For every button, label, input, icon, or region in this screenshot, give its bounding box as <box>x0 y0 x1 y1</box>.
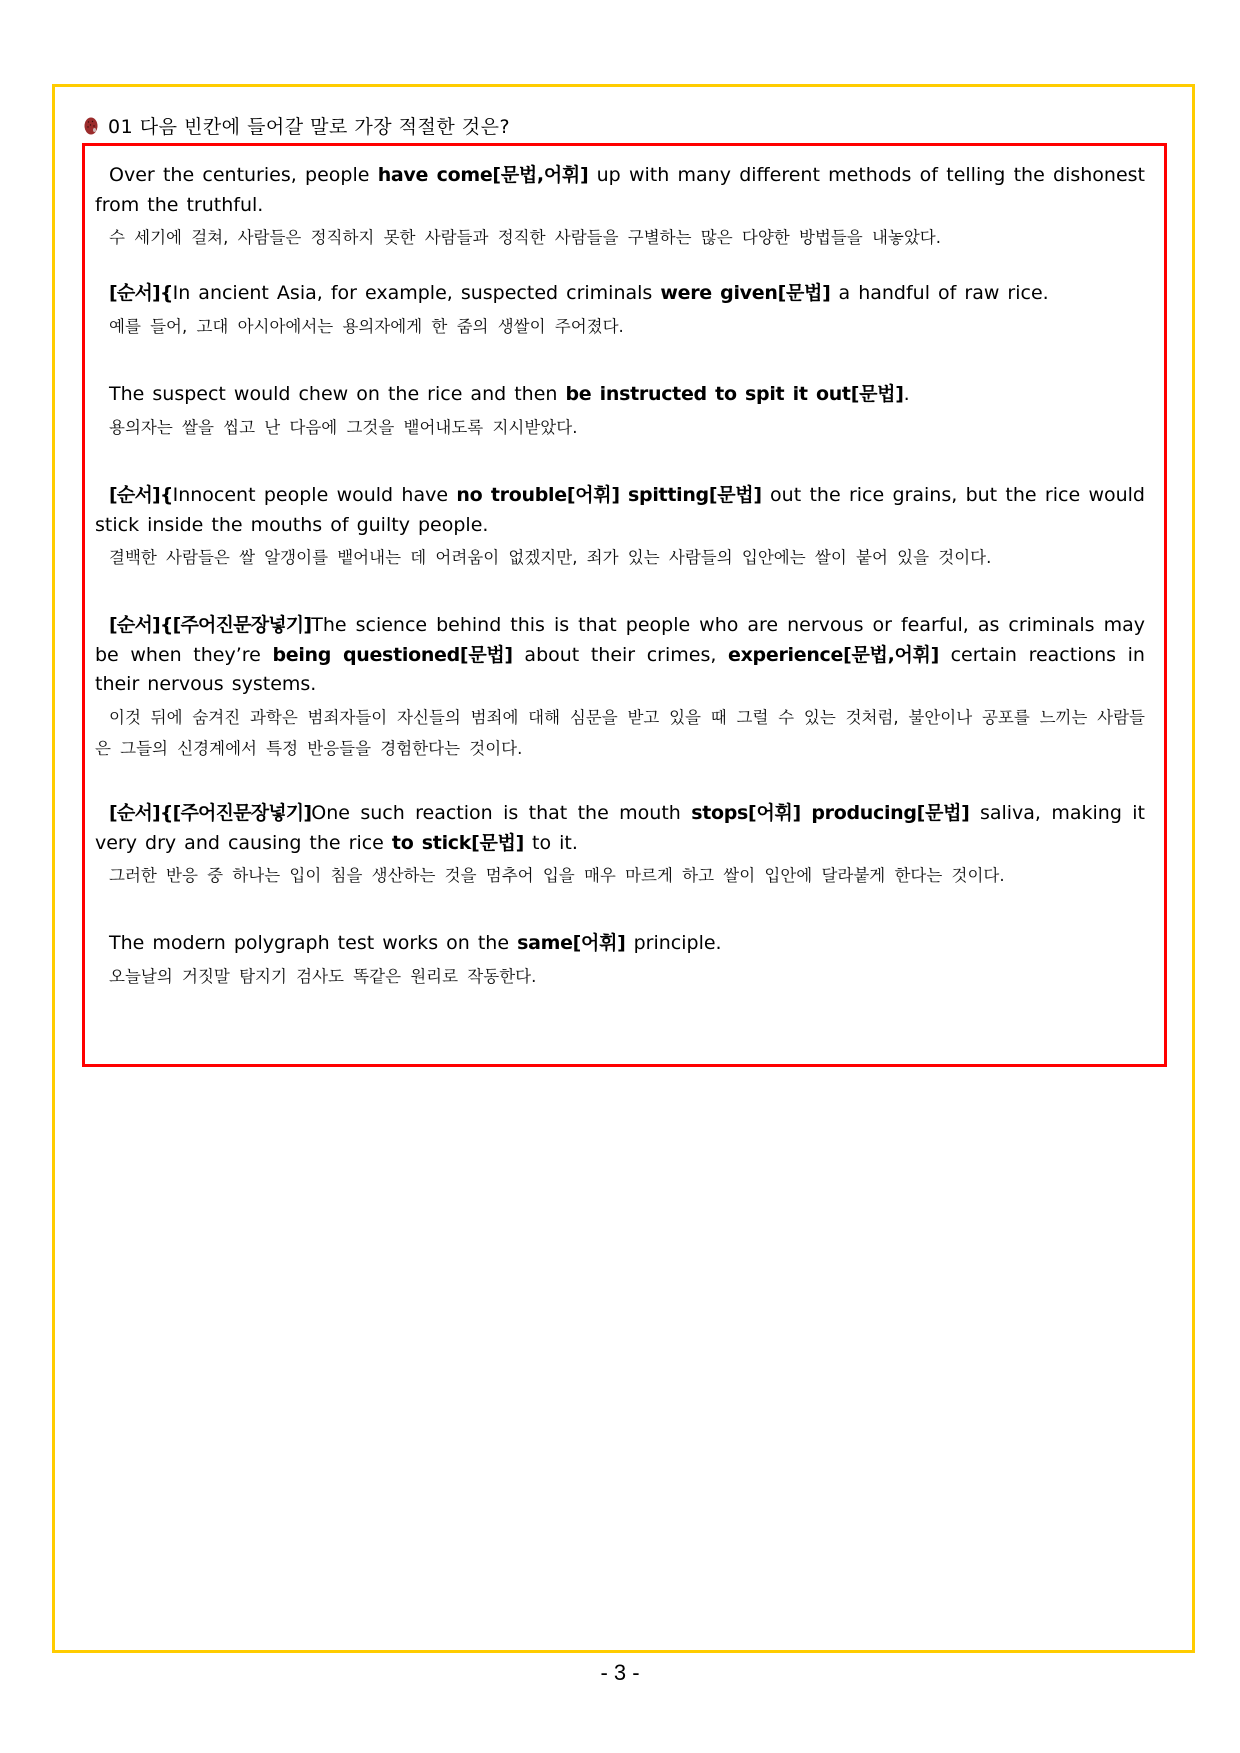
strawberry-icon <box>84 116 98 135</box>
grammar-keyword: be instructed to spit it out[문법] <box>565 383 904 405</box>
page-number: - 3 - <box>600 1660 640 1685</box>
question-header <box>84 110 510 140</box>
english-sentence: Over the centuries, people have come[문법,어휘] up with many different methods of telling the dishonest from the truthful. <box>95 164 1145 216</box>
korean-translation: 용의자는 쌀을 씹고 난 다음에 그것을 뱉어내도록 지시받았다. <box>109 417 578 437</box>
grammar-keyword: spitting[문법] <box>628 484 762 506</box>
order-insert-tag: [순서]{[주어진문장넣기] <box>109 614 312 636</box>
passage-paragraph-7 <box>95 929 1145 992</box>
korean-translation: 그러한 반응 중 하나는 입이 침을 생산하는 것을 멈추어 입을 매우 마르게 하고 쌀이 입안에 달라붙게 한다는 것이다. <box>109 866 1005 885</box>
korean-translation: 예를 들어, 고대 아시아에서는 용의자에게 한 줌의 생쌀이 주어졌다. <box>109 316 624 336</box>
vocab-keyword: stops[어휘] <box>691 802 801 824</box>
korean-translation: 오늘날의 거짓말 탐지기 검사도 똑같은 원리로 작동한다. <box>109 966 537 986</box>
korean-translation: 결백한 사람들은 쌀 알갱이를 뱉어내는 데 어려움이 없겠지만, 죄가 있는 사람들의 입안에는 쌀이 붙어 있을 것이다. <box>109 548 992 567</box>
passage-paragraph-4 <box>95 481 1145 573</box>
grammar-keyword: being questioned[문법] <box>272 643 513 666</box>
grammar-keyword: were given[문법] <box>660 282 831 304</box>
grammar-vocab-keyword: experience[문법,어휘] <box>728 643 939 666</box>
grammar-keyword: to stick[문법] <box>391 831 524 854</box>
english-sentence: The modern polygraph test works on the same[어휘] principle. <box>109 932 722 954</box>
passage-paragraph-6 <box>95 799 1145 891</box>
order-tag: [순서]{ <box>109 282 173 304</box>
english-sentence: [순서]{[주어진문장넣기]The science behind this is that people who are nervous or fearful, as criminals may be when they’re being questioned[문법] about their crimes, experience[문법,어휘] certain reactions in their nervous systems. <box>95 614 1145 695</box>
passage-paragraph-5 <box>95 611 1145 764</box>
english-sentence: [순서]{Innocent people would have no trouble[어휘] spitting[문법] out the rice grains, but the rice would stick inside the mouths of guilty people. <box>95 484 1145 536</box>
grammar-keyword: producing[문법] <box>811 802 970 824</box>
grammar-keyword: have come[문법,어휘] <box>377 164 589 186</box>
english-sentence: [순서]{In ancient Asia, for example, suspected criminals were given[문법] a handful of raw rice. <box>109 282 1049 304</box>
vocab-keyword: no trouble[어휘] <box>456 484 620 506</box>
order-insert-tag: [순서]{[주어진문장넣기] <box>109 802 312 824</box>
korean-translation: 수 세기에 걸쳐, 사람들은 정직하지 못한 사람들과 정직한 사람들을 구별하는 많은 다양한 방법들을 내놓았다. <box>109 228 941 247</box>
order-tag: [순서]{ <box>109 484 173 506</box>
passage-paragraph-2 <box>95 279 1145 342</box>
vocab-keyword: same[어휘] <box>517 932 626 954</box>
english-sentence: [순서]{[주어진문장넣기]One such reaction is that the mouth stops[어휘] producing[문법] saliva, making it very dry and causing the rice to stick[문법] to it. <box>95 802 1145 854</box>
english-sentence: The suspect would chew on the rice and then be instructed to spit it out[문법]. <box>109 383 910 405</box>
question-title: 01 다음 빈칸에 들어갈 말로 가장 적절한 것은? <box>108 115 511 138</box>
passage-paragraph-1 <box>95 161 1145 253</box>
passage-paragraph-3 <box>95 380 1145 443</box>
passage-box <box>82 143 1167 1067</box>
korean-translation: 이것 뒤에 숨겨진 과학은 범죄자들이 자신들의 범죄에 대해 심문을 받고 있을 때 그럴 수 있는 것처럼, 불안이나 공포를 느끼는 사람들은 그들의 신경계에서 특정 반응들을 경험한다는 것이다. <box>95 707 1145 758</box>
